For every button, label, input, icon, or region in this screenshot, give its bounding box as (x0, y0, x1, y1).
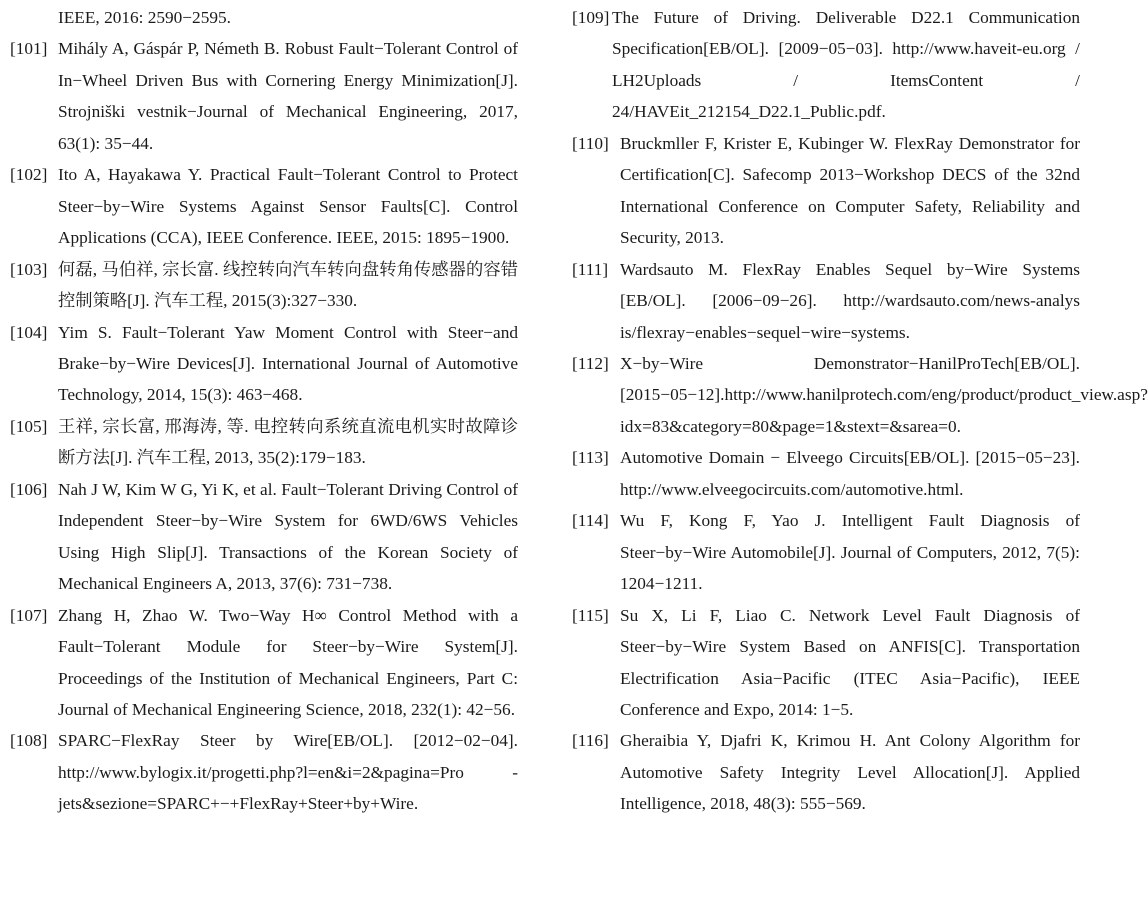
reference-text: Zhang H, Zhao W. Two−Way H∞ Control Method with a Fault−Tolerant Module for Steer−by−Wire System[J]. Proceedings of the Institution of Mechanical Engineers, Part C: Journal of Mechanical Engineering Science, 2018, 232(1): 42−56. (58, 605, 518, 719)
reference-text: 何磊, 马伯祥, 宗长富. 线控转向汽车转向盘转角传感器的容错控制策略[J]. 汽车工程, 2015(3):327−330. (58, 259, 518, 311)
reference-number: [103] (10, 259, 48, 279)
reference-column-right (572, 2, 1148, 820)
reference-text: Nah J W, Kim W G, Yi K, et al. Fault−Tolerant Driving Control of Independent Steer−by−Wire System for 6WD/6WS Vehicles Using High Slip[J]. Transactions of the Korean Society of Mechanical Engineers A, 2013, 37(6): 731−738. (58, 479, 518, 594)
reference-text: X−by−Wire Demonstrator−HanilProTech[EB/OL]. [2015−05−12].http://www.hanilprotech.com/eng/product/product_view.asp?idx=83&category=80&page=1&stext=&sarea=0. (620, 353, 1148, 436)
reference-text: Yim S. Fault−Tolerant Yaw Moment Control with Steer−and Brake−by−Wire Devices[J]. International Journal of Automotive Technology, 2014, 15(3): 463−468. (58, 322, 518, 405)
reference-number: [111] (572, 259, 609, 279)
reference-text: SPARC−FlexRay Steer by Wire[EB/OL]. [2012−02−04]. http://www.bylogix.it/progetti.php?l=en&i=2&pagina=Pro - jets&sezione=SPARC+−+FlexRay+Steer+by+Wire. (58, 731, 518, 814)
reference-101 (10, 33, 518, 159)
reference-text: Ito A, Hayakawa Y. Practical Fault−Tolerant Control to Protect Steer−by−Wire Systems Against Sensor Faults[C]. Control Applications (CCA), IEEE Conference. IEEE, 2015: 1895−1900. (58, 165, 518, 248)
reference-116 (572, 725, 1080, 819)
reference-114 (572, 505, 1080, 599)
reference-115 (572, 600, 1080, 726)
reference-113 (572, 442, 1080, 505)
reference-text: Wu F, Kong F, Yao J. Intelligent Fault Diagnosis of Steer−by−Wire Automobile[J]. Journal of Computers, 2012, 7(5): 1204−1211. (620, 511, 1080, 594)
reference-number: [104] (10, 322, 48, 342)
reference-text: Su X, Li F, Liao C. Network Level Fault Diagnosis of Steer−by−Wire System Based on ANFIS[C]. Transportation Electrification Asia−Pacific (ITEC Asia−Pacific), IEEE Conference and Expo, 2014: 1−5. (620, 605, 1080, 719)
reference-111 (572, 254, 1080, 348)
reference-number: [108] (10, 731, 48, 751)
reference-107 (10, 600, 518, 726)
reference-104 (10, 317, 518, 411)
reference-continuation: IEEE, 2016: 2590−2595. (58, 8, 231, 27)
reference-text: 王祥, 宗长富, 邢海涛, 等. 电控转向系统直流电机实时故障诊断方法[J]. 汽车工程, 2013, 35(2):179−183. (58, 416, 518, 468)
reference-106 (10, 474, 518, 600)
reference-number: [113] (572, 448, 609, 468)
reference-number: [110] (572, 133, 609, 153)
reference-text: Mihály A, Gáspár P, Németh B. Robust Fault−Tolerant Control of In−Wheel Driven Bus with Cornering Energy Minimization[J]. Strojniški vestnik−Journal of Mechanical Engineering, 2017, 63(1): 35−44. (58, 39, 518, 153)
reference-number: [101] (10, 39, 48, 59)
reference-text: Bruckmller F, Krister E, Kubinger W. FlexRay Demonstrator for Certification[C]. Safecomp 2013−Workshop DECS of the 32nd International Conference on Computer Safety, Reliability and Security, 2013. (620, 133, 1080, 248)
reference-text: Gheraibia Y, Djafri K, Krimou H. Ant Colony Algorithm for Automotive Safety Integrity Level Allocation[J]. Applied Intelligence, 2018, 48(3): 555−569. (620, 731, 1080, 814)
reference-number: [102] (10, 165, 48, 185)
reference-number: [112] (572, 353, 609, 373)
reference-108 (10, 725, 518, 819)
reference-text: Automotive Domain − Elveego Circuits[EB/OL]. [2015−05−23]. http://www.elveegocircuits.com/automotive.html. (620, 448, 1080, 499)
reference-number: [115] (572, 605, 609, 625)
reference-number: [107] (10, 605, 48, 625)
reference-number: [106] (10, 479, 48, 499)
reference-109 (572, 2, 1080, 128)
reference-103 (10, 254, 518, 317)
reference-column-left (10, 2, 518, 820)
reference-number: [116] (572, 731, 609, 751)
reference-number: [114] (572, 511, 609, 531)
reference-110 (572, 128, 1080, 254)
reference-102 (10, 159, 518, 253)
reference-number: [109] (572, 8, 610, 27)
reference-112 (572, 348, 1148, 442)
reference-text: The Future of Driving. Deliverable D22.1 Communication Specification[EB/OL]. [2009−05−03]. http://www.haveit-eu.org / LH2Uploads / ItemsContent / 24/HAVEit_212154_D22.1_Public.pdf. (612, 8, 1080, 122)
reference-text: Wardsauto M. FlexRay Enables Sequel by−Wire Systems [EB/OL]. [2006−09−26]. http://wardsauto.com/news-analys is/flexray−enables−sequel−wire−systems. (620, 259, 1080, 342)
reference-number: [105] (10, 416, 48, 436)
reference-105 (10, 411, 518, 474)
